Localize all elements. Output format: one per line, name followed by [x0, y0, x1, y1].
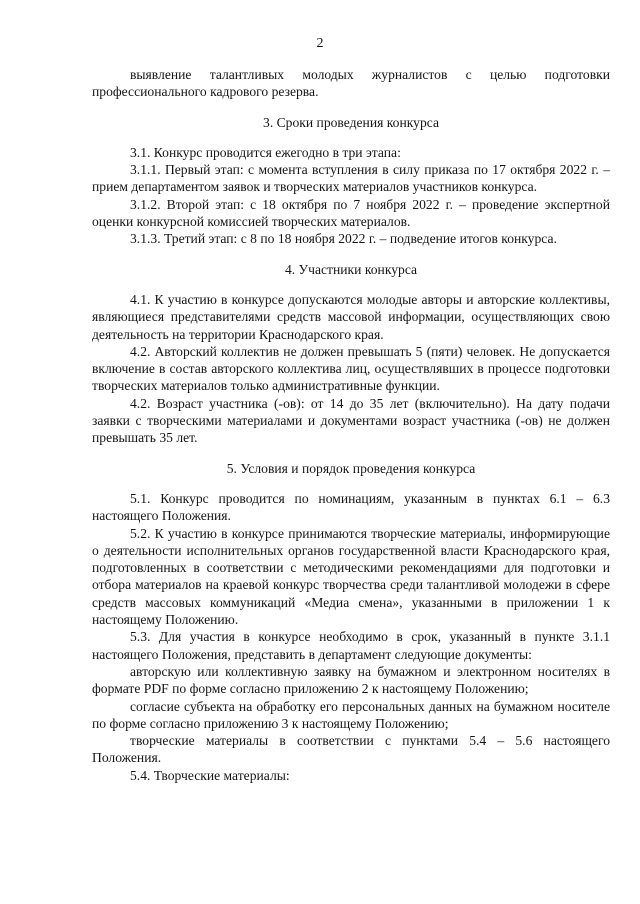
- section-4-paragraph: 4.2. Авторский коллектив не должен превышать 5 (пяти) человек. Не допускается включение в состав авторского коллектива лиц, осуществлявших в процессе подготовки творческих материалов только административные функции.: [92, 343, 610, 394]
- section-5-paragraph: 5.2. К участию в конкурсе принимаются творческие материалы, информирующие о деятельности исполнительных органов государственной власти Краснодарского края, подготовленных в соответствии с методическими рекомендациями для подготовки и отбора материалов на краевой конкурс творчества среди талантливой молодежи в сфере средств массовых коммуникаций «Медиа смена», указанными в приложении 1 к настоящему Положению.: [92, 525, 610, 628]
- section-3-paragraph: 3.1.1. Первый этап: с момента вступления в силу приказа по 17 октября 2022 г. – прием департаментом заявок и творческих материалов участников конкурса.: [92, 162, 610, 195]
- section-4-heading: 4. Участники конкурса: [284, 261, 418, 277]
- section-5-heading: 5. Условия и порядок проведения конкурса: [226, 460, 476, 476]
- section-3-paragraph: 3.1.2. Второй этап: с 18 октября по 7 ноября 2022 г. – проведение экспертной оценки конкурсной комиссией творческих материалов.: [92, 196, 610, 230]
- section-5-paragraph: 5.1. Конкурс проводится по номинациям, указанным в пунктах 6.1 – 6.3 настоящего Положения.: [92, 490, 610, 524]
- section-3-paragraph: 3.1.3. Третий этап: с 8 по 18 ноября 2022 г. – подведение итогов конкурса.: [130, 231, 557, 247]
- section-5-list-item: согласие субъекта на обработку его персональных данных на бумажном носителе по форме согласно приложению 3 к настоящему Положению;: [92, 698, 610, 731]
- document-body: [92, 66, 610, 784]
- section-5-paragraph: 5.3. Для участия в конкурсе необходимо в срок, указанный в пункте 3.1.1 настоящего Положения, представить в департамент следующие документы:: [92, 629, 610, 662]
- section-5-list-item: авторскую или коллективную заявку на бумажном и электронном носителях в формате PDF по форме согласно приложению 2 к настоящему Положению;: [92, 663, 610, 697]
- page-number: 2: [316, 36, 324, 51]
- section-5-list-item: творческие материалы в соответствии с пунктами 5.4 – 5.6 настоящего Положения.: [92, 733, 610, 766]
- intro-paragraph: выявление талантливых молодых журналистов с целью подготовки профессионального кадрового резерва.: [92, 67, 610, 100]
- section-3-heading: 3. Сроки проведения конкурса: [263, 114, 439, 130]
- section-4-paragraph: 4.2. Возраст участника (-ов): от 14 до 35 лет (включительно). На дату подачи заявки с творческими материалами и документами возраст участника (-ов) не должен превышать 35 лет.: [92, 395, 610, 446]
- section-5-paragraph: 5.4. Творческие материалы:: [130, 767, 290, 783]
- section-4-paragraph: 4.1. К участию в конкурсе допускаются молодые авторы и авторские коллективы, являющиеся представителями средств массовой информации, осуществляющих свою деятельность на территории Краснодарского края.: [92, 291, 610, 342]
- section-3-paragraph: 3.1. Конкурс проводится ежегодно в три этапа:: [130, 144, 401, 160]
